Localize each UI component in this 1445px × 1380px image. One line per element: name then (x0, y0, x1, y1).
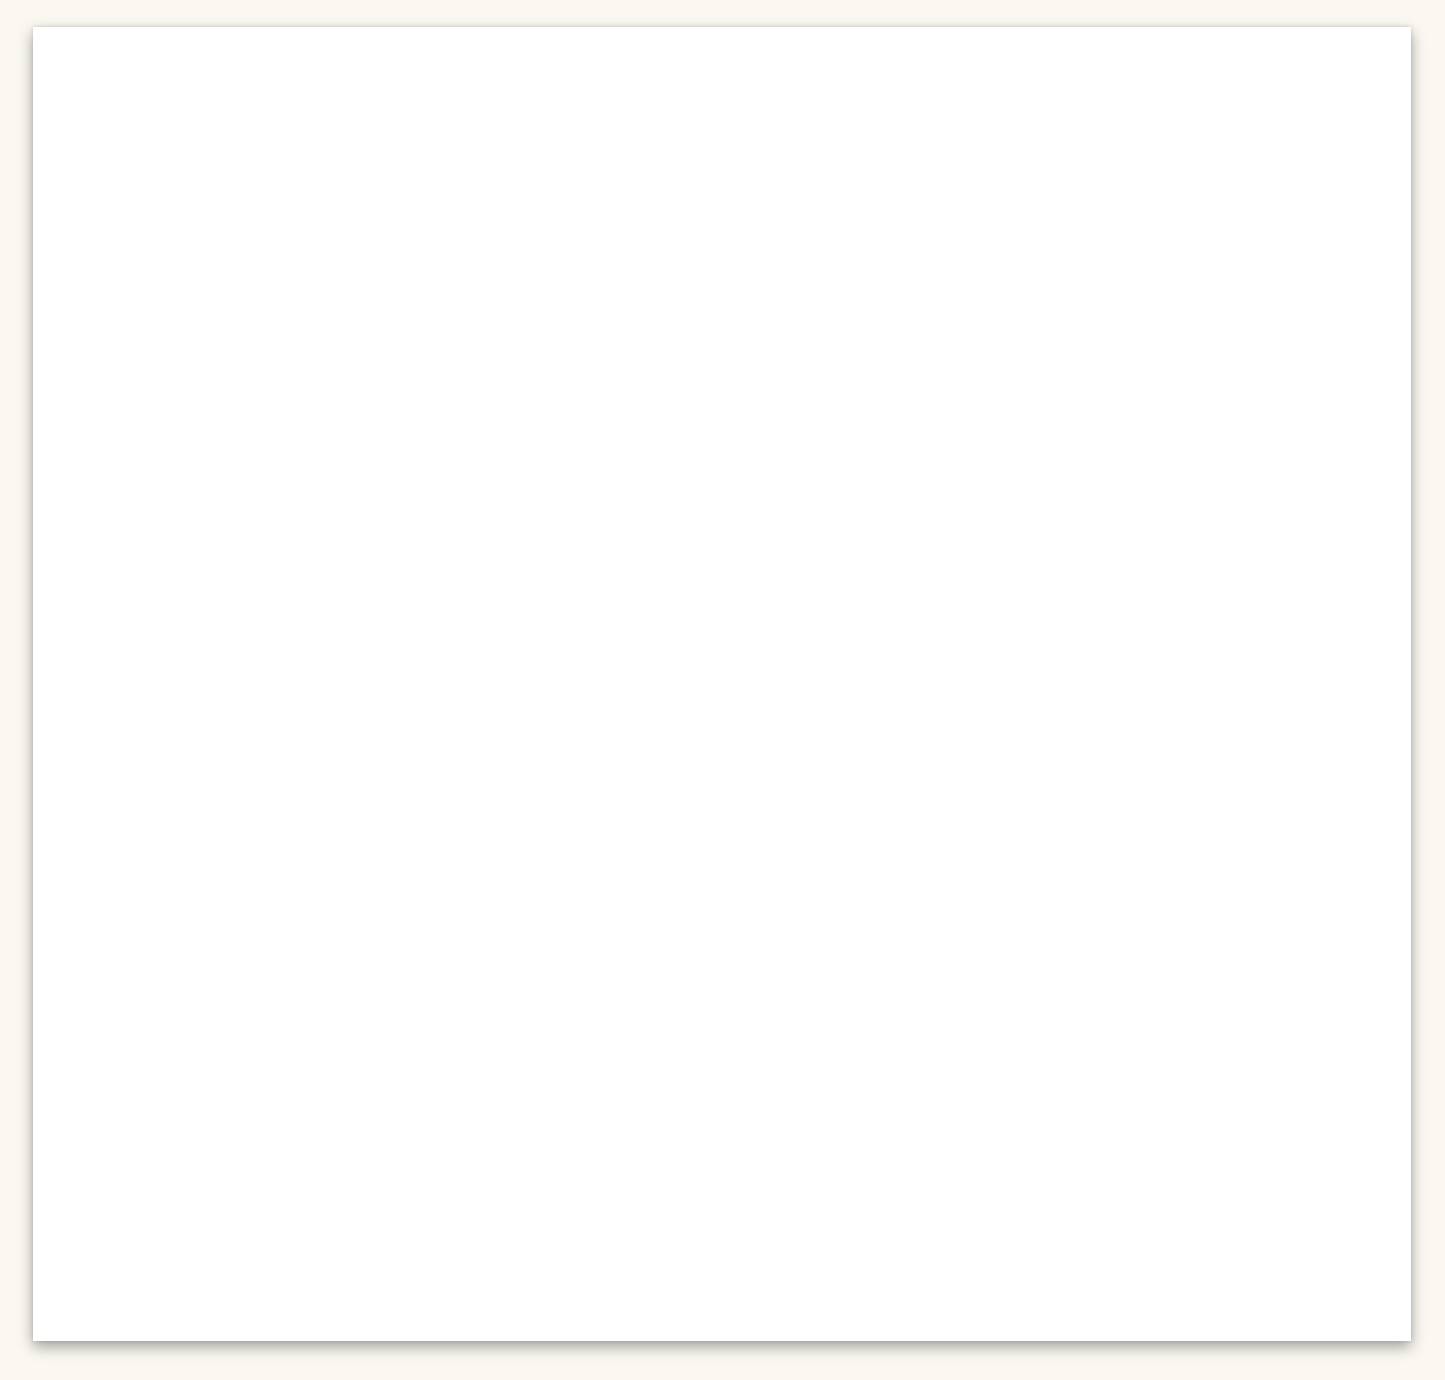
calendar-page (33, 27, 1411, 1341)
